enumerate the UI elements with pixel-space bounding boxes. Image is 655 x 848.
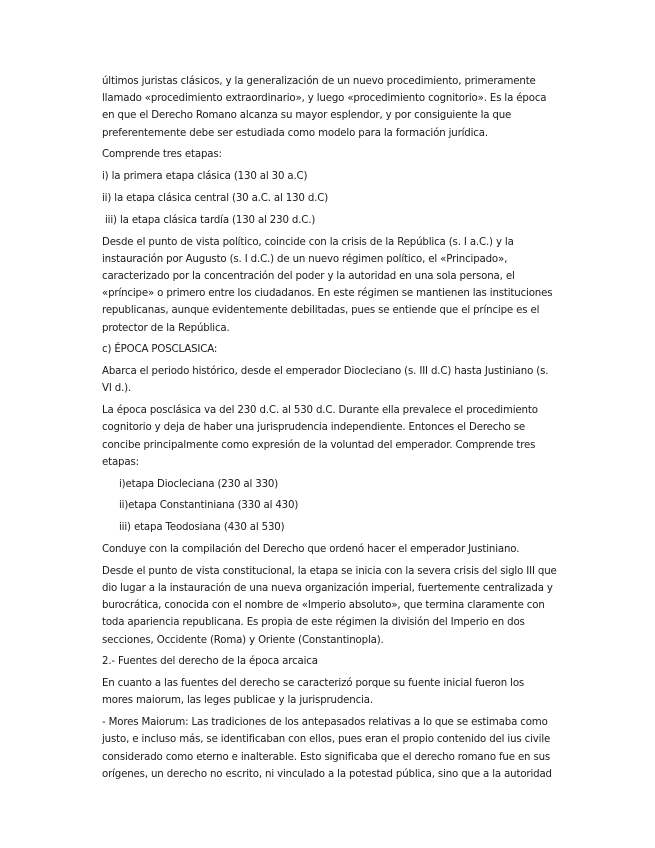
list-item: i) la primera etapa clásica (130 al 30 a.C) bbox=[102, 171, 308, 183]
paragraph: La época posclásica va del 230 d.C. al 530 d.C. Durante ella prevalece el procedimiento cognitorio y deja de haber una jurisprudencia independiente. Entonces el Derecho se concibe principalmente como expresión de la voluntad del emperador. Comprende tres etapas: bbox=[102, 405, 538, 468]
document-body bbox=[102, 73, 557, 788]
paragraph: Comprende tres etapas: bbox=[102, 149, 222, 161]
paragraph: Abarca el periodo histórico, desde el emperador Diocleciano (s. III d.C) hasta Justiniano (s. VI d.). bbox=[102, 366, 549, 395]
list-item: ii) la etapa clásica central (30 a.C. al 130 d.C) bbox=[102, 193, 329, 204]
section-heading: c) ÉPOCA POSCLASICA: bbox=[102, 344, 218, 356]
list-item: i)etapa Diocleciana (230 al 330) bbox=[119, 478, 279, 490]
paragraph: últimos juristas clásicos, y la generalización de un nuevo procedimiento, primeramente llamado «procedimiento extraordinario», y luego «procedimiento cognitorio». Es la época en que el Derecho Romano alcanza su mayor esplendor, y por consiguiente la que preferentemente debe ser estudiada como modelo para la formación jurídica. bbox=[102, 76, 547, 139]
list-item: ii)etapa Constantiniana (330 al 430) bbox=[119, 500, 299, 512]
paragraph: En cuanto a las fuentes del derecho se caracterizó porque su fuente inicial fueron los mores maiorum, las leges publicae y la jurisprudencia. bbox=[102, 678, 525, 707]
paragraph: Desde el punto de vista constitucional, la etapa se inicia con la severa crisis del siglo III que dio lugar a la instauración de una nueva organización imperial, fuertemente centralizada y burocrática, conocida con el nombre de «Imperio absoluto», que termina claramente con toda apariencia republicana. Es propia de este régimen la división del Imperio en dos secciones, Occidente (Roma) y Oriente (Constantinopla). bbox=[102, 565, 557, 646]
list-item: iii) etapa Teodosiana (430 al 530) bbox=[119, 522, 285, 534]
list-item: iii) la etapa clásica tardía (130 al 230 d.C.) bbox=[105, 214, 316, 226]
section-heading: 2.- Fuentes del derecho de la época arcaica bbox=[102, 656, 318, 668]
paragraph: Desde el punto de vista político, coincide con la crisis de la República (s. I a.C.) y la instauración por Augusto (s. I d.C.) de un nuevo régimen político, el «Principado», caracterizado por la concentración del poder y la autoridad en una sola persona, el «príncipe» o primero entre los ciudadanos. En este régimen se mantienen las instituciones republicanas, aunque evidentemente debilitadas, pues se entiende que el príncipe es el protector de la República. bbox=[102, 236, 553, 334]
paragraph: Conduye con la compilación del Derecho que ordenó hacer el emperador Justiniano. bbox=[102, 544, 520, 555]
paragraph: - Mores Maiorum: Las tradiciones de los antepasados relativas a lo que se estimaba como justo, e incluso más, se identificaban con ellos, pues eran el propio contenido del ius civile considerado como eterno e inalterable. Esto significaba que el derecho romano fue en sus orígenes, un derecho no escrito, ni vinculado a la potestad pública, sino que a la autoridad bbox=[102, 717, 552, 780]
